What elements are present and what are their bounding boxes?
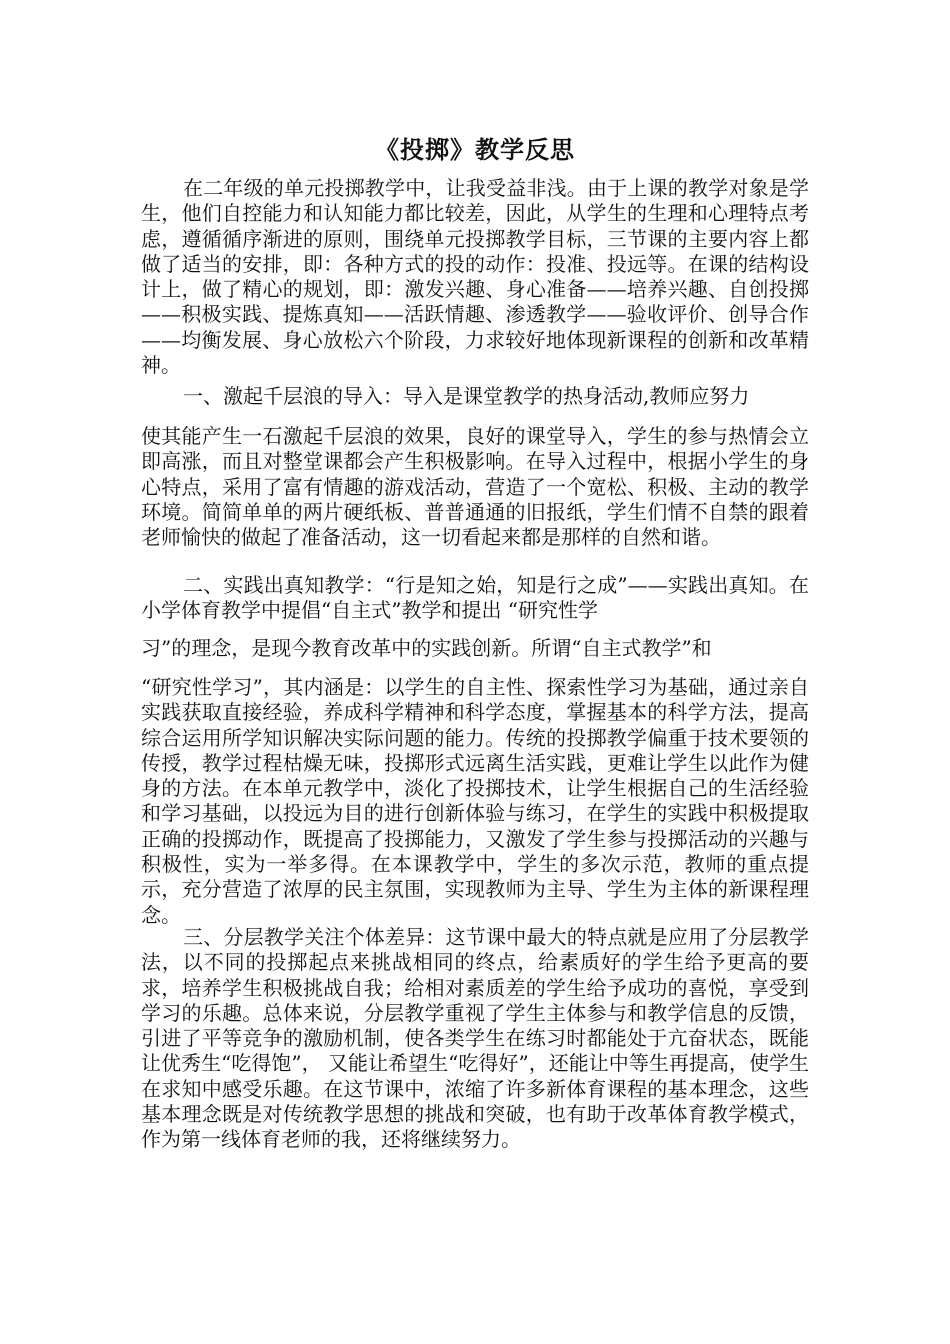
paragraph-section-3: 三、分层教学关注个体差异：这节课中最大的特点就是应用了分层教学法，以不同的投掷起点来挑战相同的终点，给素质好的学生给予更高的要求，培养学生积极挑战自我；给相对素质差的学生给予成功的喜悦，享受到学习的乐趣。总体来说，分层教学重视了学生主体参与和教学信息的反馈，引进了平等竞争的激励机制，使各类学生在练习时都能处于亢奋状态，既能让优秀生“吃得饱”， 又能让希望生“吃得好”，还能让中等生再提高，使学生在求知中感受乐趣。在这节课中，浓缩了许多新体育课程的基本理念，这些基本理念既是对传统教学思想的挑战和突破，也有助于改革体育教学模式，作为第一线体育老师的我，还将继续努力。	[141, 925, 809, 1152]
paragraph-intro: 在二年级的单元投掷教学中，让我受益非浅。由于上课的教学对象是学生，他们自控能力和认知能力都比较差，因此，从学生的生理和心理特点考虑，遵循循序渐进的原则，围绕单元投掷教学目标，三节课的主要内容上都做了适当的安排，即：各种方式的投的动作：投准、投远等。在课的结构设计上，做了精心的规划，即：激发兴趣、身心准备——培养兴趣、自创投掷——积极实践、提炼真知——活跃情趣、渗透教学——验收评价、创导合作——均衡发展、身心放松六个阶段，力求较好地体现新课程的创新和改革精神。	[141, 176, 809, 378]
paragraph-section-1-heading-line: 一、激起千层浪的导入：导入是课堂教学的热身活动,教师应努力	[183, 384, 750, 408]
paragraph-section-2-line: 习”的理念，是现今教育改革中的实践创新。所谓“自主式教学”和	[141, 636, 712, 660]
paragraph-section-2-body: “研究性学习”，其内涵是：以学生的自主性、探索性学习为基础，通过亲自实践获取直接经验，养成科学精神和科学态度，掌握基本的科学方法，提高综合运用所学知识解决实际问题的能力。传统的投掷教学偏重于技术要领的传授，教学过程枯燥无味，投掷形式远离生活实践，更难让学生以此作为健身的方法。在本单元教学中，淡化了投掷技术，让学生根据自己的生活经验和学习基础，以投远为目的进行创新体验与练习，在学生的实践中积极提取正确的投掷动作，既提高了投掷能力，又激发了学生参与投掷活动的兴趣与积极性，实为一举多得。在本课教学中，学生的多次示范，教师的重点提示，充分营造了浓厚的民主氛围，实现教师为主导、学生为主体的新课程理念。	[141, 675, 809, 927]
paragraph-section-1-body: 使其能产生一石激起千层浪的效果，良好的课堂导入，学生的参与热情会立即高涨，而且对整堂课都会产生积极影响。在导入过程中，根据小学生的身心特点，采用了富有情趣的游戏活动，营造了一个宽松、积极、主动的教学环境。简简单单的两片硬纸板、普普通通的旧报纸，学生们情不自禁的跟着老师愉快的做起了准备活动，这一切看起来都是那样的自然和谐。	[141, 424, 809, 550]
paragraph-section-2-heading-lines: 二、实践出真知教学：“行是知之始，知是行之成”——实践出真知。在小学体育教学中提倡“自主式”教学和提出 “研究性学	[141, 573, 809, 623]
document-title: 《投掷》教学反思	[375, 135, 575, 164]
